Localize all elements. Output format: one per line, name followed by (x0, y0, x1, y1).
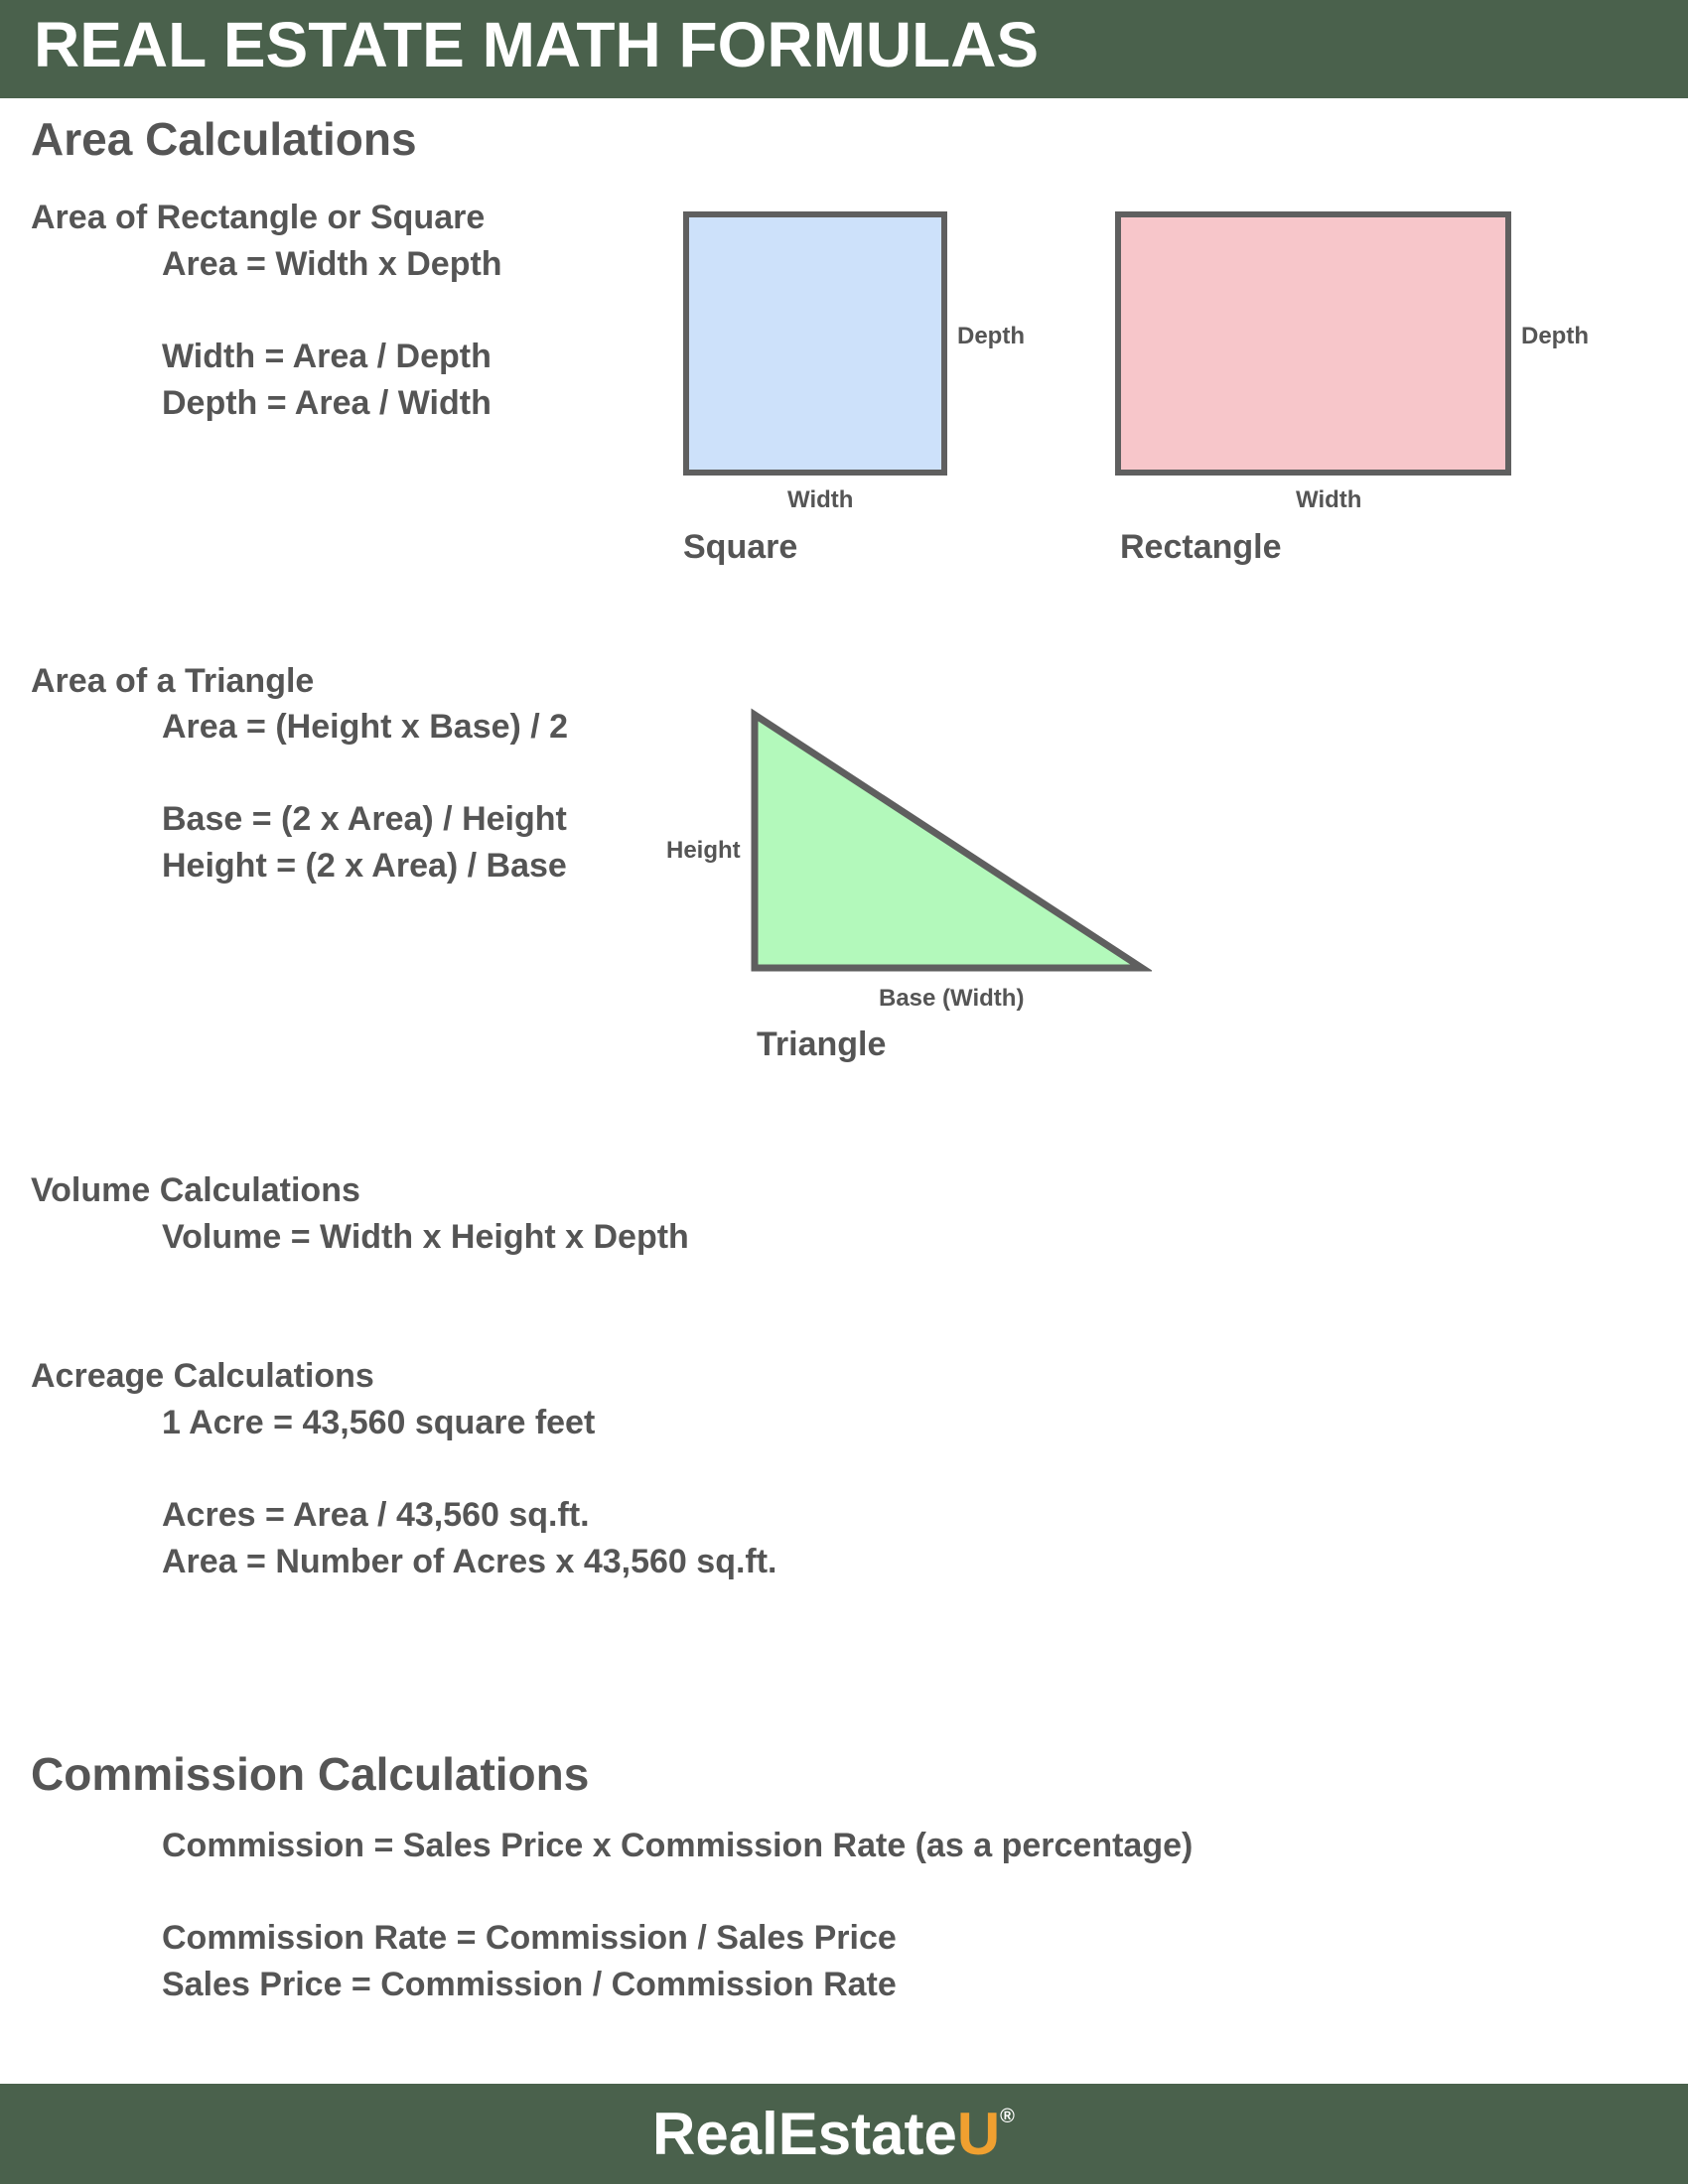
square-width-label: Width (787, 486, 854, 513)
triangle-base-formula: Base = (2 x Area) / Height (162, 800, 567, 838)
acres-formula: Acres = Area / 43,560 sq.ft. (162, 1496, 590, 1534)
square-diagram (683, 211, 947, 476)
triangle-height-formula: Height = (2 x Area) / Base (162, 847, 567, 885)
volume-formula: Volume = Width x Height x Depth (162, 1218, 689, 1256)
realestateu-logo[interactable] (652, 2100, 1015, 2168)
triangle-height-label: Height (666, 837, 741, 864)
commission-section-title: Commission Calculations (31, 1748, 590, 1800)
commission-rate-formula: Commission Rate = Commission / Sales Price (162, 1919, 897, 1957)
header-bar (0, 0, 1688, 98)
triangle-base-label: Base (Width) (879, 985, 1025, 1012)
triangle-caption: Triangle (757, 1025, 887, 1063)
rectangle-diagram (1115, 211, 1511, 476)
footer-bar (0, 2084, 1688, 2184)
rectangle-width-formula: Width = Area / Depth (162, 338, 492, 375)
triangle-area-formula: Area = (Height x Base) / 2 (162, 708, 569, 746)
area-section-title: Area Calculations (31, 113, 417, 165)
acreage-heading: Acreage Calculations (31, 1357, 374, 1395)
triangle-heading: Area of a Triangle (31, 662, 315, 700)
logo-accent-letter: U (956, 2101, 1001, 2167)
square-caption: Square (683, 528, 798, 566)
rectangle-caption: Rectangle (1120, 528, 1282, 566)
square-depth-label: Depth (957, 323, 1025, 349)
logo-text: RealEstate (652, 2101, 957, 2167)
acreage-area-formula: Area = Number of Acres x 43,560 sq.ft. (162, 1543, 777, 1580)
rectangle-width-label: Width (1296, 486, 1362, 513)
rectangle-depth-formula: Depth = Area / Width (162, 384, 492, 422)
sales-price-formula: Sales Price = Commission / Commission Rate (162, 1966, 897, 2003)
triangle-diagram (745, 705, 1152, 973)
rectangle-heading: Area of Rectangle or Square (31, 199, 486, 236)
registered-mark: ® (1000, 2106, 1015, 2127)
acre-definition: 1 Acre = 43,560 square feet (162, 1404, 596, 1441)
volume-heading: Volume Calculations (31, 1171, 360, 1209)
rectangle-depth-label: Depth (1521, 323, 1589, 349)
page-title: REAL ESTATE MATH FORMULAS (34, 9, 1040, 80)
rectangle-area-formula: Area = Width x Depth (162, 245, 502, 283)
commission-formula: Commission = Sales Price x Commission Rate (as a percentage) (162, 1827, 1194, 1864)
triangle-shape (755, 715, 1142, 968)
